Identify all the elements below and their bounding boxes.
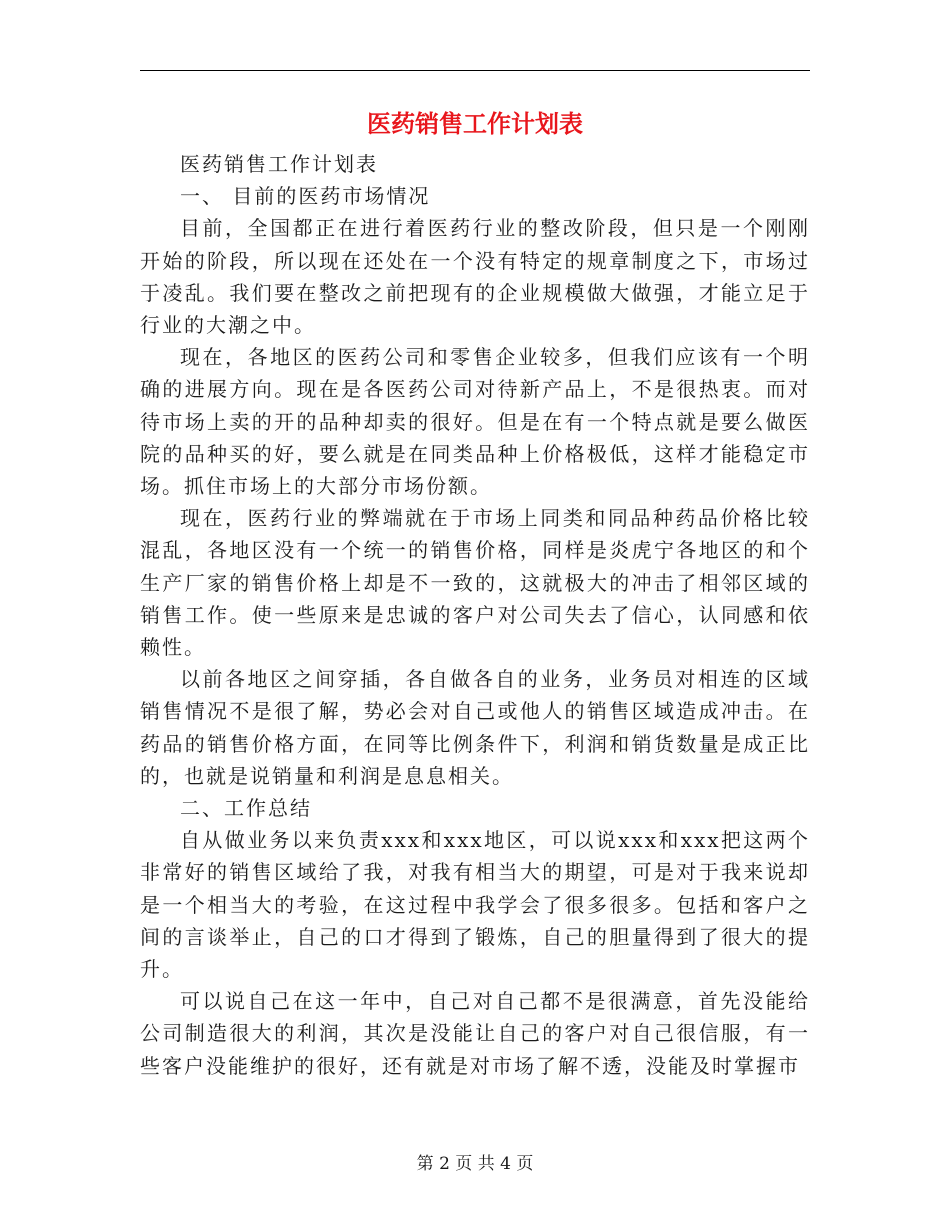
paragraph: 目前，全国都正在进行着医药行业的整改阶段，但只是一个刚刚开始的阶段，所以现在还处在一个没有特定的规章制度之下，市场过于凌乱。我们要在整改之前把现有的企业规模做大做强，才能立足于行业的大潮之中。 (140, 216, 810, 338)
paragraph: 以前各地区之间穿插，各自做各自的业务，业务员对相连的区域销售情况不是很了解，势必会对自己或他人的销售区域造成冲击。在药品的销售价格方面，在同等比例条件下，利润和销货数量是成正比的，也就是说销量和利润是息息相关。 (140, 667, 810, 788)
page-number-label: 第 2 页 共 4 页 (416, 1154, 534, 1174)
document-body (140, 148, 810, 1082)
page-footer (0, 1152, 950, 1176)
paragraph: 现在，医药行业的弊端就在于市场上同类和同品种药品价格比较混乱，各地区没有一个统一的销售价格，同样是炎虎宁各地区的和个生产厂家的销售价格上却是不一致的，这就极大的冲击了相邻区域的销售工作。使一些原来是忠诚的客户对公司失去了信心，认同感和依赖性。 (140, 506, 810, 660)
paragraph: 现在，各地区的医药公司和零售企业较多，但我们应该有一个明确的进展方向。现在是各医药公司对待新产品上，不是很热衷。而对待市场上卖的开的品种却卖的很好。但是在有一个特点就是要么做医院的品种买的好，要么就是在同类品种上价格极低，这样才能稳定市场。抓住市场上的大部分市场份额。 (140, 345, 810, 499)
paragraph-subtitle: 医药销售工作计划表 (180, 152, 378, 176)
paragraph: 自从做业务以来负责xxx和xxx地区，可以说xxx和xxx把这两个非常好的销售区域给了我，对我有相当大的期望，可是对于我来说却是一个相当大的考验，在这过程中我学会了很多很多。包括和客户之间的言谈举止，自己的口才得到了锻炼，自己的胆量得到了很大的提升。 (140, 828, 810, 982)
document-title: 医药销售工作计划表 (367, 109, 583, 138)
header-rule (140, 70, 810, 71)
section-heading-summary: 二、工作总结 (180, 796, 312, 821)
paragraph: 可以说自己在这一年中，自己对自己都不是很满意，首先没能给公司制造很大的利润，其次是没能让自己的客户对自己很信服，有一些客户没能维护的很好，还有就是对市场了解不透，没能及时掌握市 (140, 989, 810, 1078)
section-heading-market: 一、 目前的医药市场情况 (180, 184, 431, 209)
